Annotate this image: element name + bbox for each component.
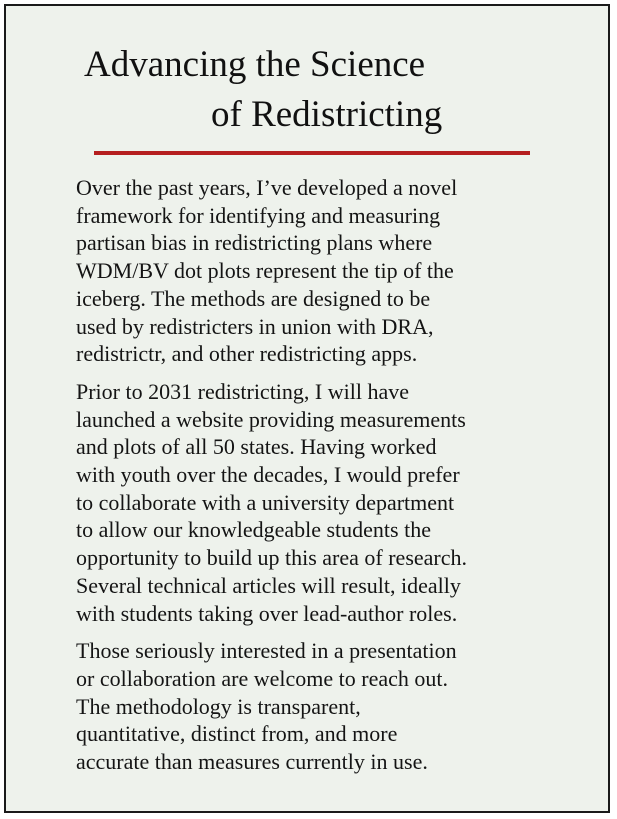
title-line-2: of Redistricting xyxy=(211,94,443,135)
page-title xyxy=(6,40,608,140)
paragraph-line: iceberg. The methods are designed to be xyxy=(76,285,431,311)
paragraph-line: with youth over the decades, I would prefer xyxy=(76,462,460,488)
paragraph-line: launched a website providing measurements xyxy=(76,406,466,432)
paragraph-line: opportunity to build up this area of research. xyxy=(76,545,468,571)
paragraph-line: to allow our knowledgeable students the xyxy=(76,517,431,543)
paragraph-line: used by redistricters in union with DRA, xyxy=(76,313,434,339)
paragraph-line: to collaborate with a university department xyxy=(76,489,455,515)
paragraph-line: or collaboration are welcome to reach out. xyxy=(76,665,449,691)
paragraph-2 xyxy=(76,378,556,627)
paragraph-line: Those seriously interested in a presentation xyxy=(76,638,457,664)
body-text xyxy=(76,174,556,786)
title-line-1: Advancing the Science xyxy=(84,44,426,85)
paragraph-line: accurate than measures currently in use. xyxy=(76,749,428,775)
paragraph-line: quantitative, distinct from, and more xyxy=(76,721,398,747)
paragraph-line: Prior to 2031 redistricting, I will have xyxy=(76,378,409,404)
paragraph-line: with students taking over lead-author roles. xyxy=(76,600,458,626)
paragraph-1 xyxy=(76,174,556,368)
paragraph-line: redistrictr, and other redistricting apps. xyxy=(76,341,418,367)
flyer-card xyxy=(4,4,610,813)
paragraph-line: framework for identifying and measuring xyxy=(76,202,441,228)
paragraph-line: WDM/BV dot plots represent the tip of the xyxy=(76,258,454,284)
paragraph-line: Over the past years, I’ve developed a novel xyxy=(76,175,458,200)
paragraph-3 xyxy=(76,637,556,776)
paragraph-line: Several technical articles will result, ideally xyxy=(76,572,461,598)
title-underline-rule xyxy=(94,151,530,155)
paragraph-line: and plots of all 50 states. Having worked xyxy=(76,434,437,460)
paragraph-line: The methodology is transparent, xyxy=(76,693,361,719)
paragraph-line: partisan bias in redistricting plans where xyxy=(76,230,433,256)
